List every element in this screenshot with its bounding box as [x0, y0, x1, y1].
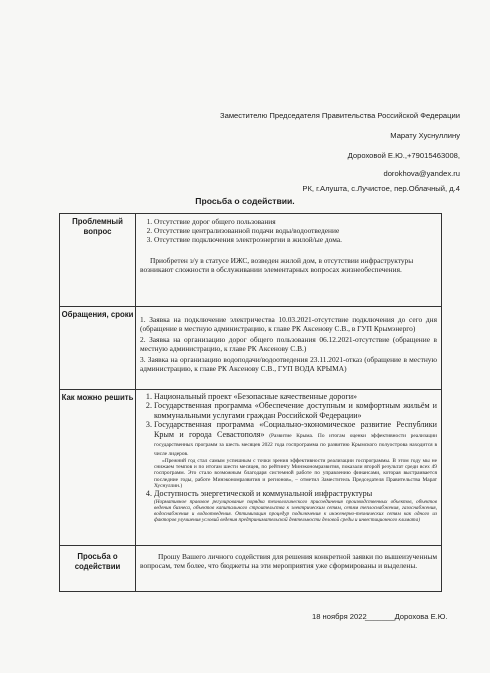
- document-title: Просьба о содействии.: [195, 196, 295, 206]
- solution-text: Государственная программа «Социально-экономическое развитие Республики Крым и города Севастополя»: [154, 420, 437, 439]
- solution-text: Национальный проект «Безопасные качественные дороги»: [154, 392, 358, 401]
- row-label-solutions: Как можно решить: [61, 393, 134, 402]
- table-row-solutions: [60, 390, 441, 546]
- row-label-problem: Проблемный вопрос: [72, 217, 123, 236]
- row-content-appeals: [140, 315, 437, 373]
- row-content-solutions: [140, 392, 437, 523]
- addressee-line: Заместителю Председателя Правительства Российской Федерации: [220, 111, 460, 120]
- list-item: [154, 392, 437, 401]
- solution-quote: «Прежний год стал самым успешным с точки зрения эффективности реализации госпрограммы. В этом году мы не снижаем темпов и по итогам шести месяцев, по рейтингу Минэкономразвития, показали второй результат среди всех 49 госпрограмм. Это стало возможным благодаря системной работе по управлению финансами, которая выстраивается последние годы, работе Минэкономразвития и регионов», – отметил Заместитель Председателя Правительства Марат Хуснуллин.): [154, 457, 437, 490]
- table-row-problem: [60, 214, 441, 307]
- signature-line: _______Дорохова Е.Ю.: [365, 612, 448, 621]
- signature-date: 18 ноября 2022: [312, 612, 367, 621]
- list-item: 3. Заявка на организацию водоподачи/водоотведения 23.11.2021-отказ (обращение в местную администрацию, к главе РК Аксенову С.В., ГУП ВОДА КРЫМА): [140, 355, 437, 373]
- table-row-appeals: [60, 307, 441, 390]
- solution-text: Доступность энергетической и коммунальной инфраструктуры: [154, 489, 373, 499]
- row-content-problem: [140, 217, 437, 274]
- solution-note: (Развитие Крыма. По итогам оценки эффективности реализации государственных программ за шесть месяцев 2022 года госпрограмма по развитию Крымского полуострова находится в числе лидеров.: [154, 432, 437, 458]
- sender-email: dorokhova@yandex.ru: [383, 169, 460, 178]
- list-item: [154, 489, 437, 523]
- sender-address: РК, г.Алушта, с.Лучистое, пер.Облачный, д.4: [302, 184, 460, 193]
- list-item: 3. Отсутствие подключения электроэнергии в жилой/ые дома.: [154, 235, 437, 244]
- list-item: [154, 401, 437, 420]
- problem-paragraph: Приобретен з/у в статусе ИЖС, возведен жилой дом, в отсутствии инфраструктуры возникают сложности в обслуживании элементарных вопросах жизнеобеспечения.: [140, 256, 414, 274]
- request-text: Прошу Вашего личного содействия для решения конкретной заявки по вышеизученным вопросам, тем более, что бюджеты на эти мероприятия уже сформированы и выделены.: [140, 552, 437, 570]
- addressee-name: Марату Хуснуллину: [390, 131, 460, 140]
- list-item: 1. Отсутствие дорог общего пользования: [154, 217, 437, 226]
- solution-text: Государственная программа «Обеспечение доступным и комфортным жильём и коммунальными услугами граждан Российской Федерации»: [154, 401, 437, 420]
- list-item: 2. Заявка на организацию дорог общего пользования 06.12.2021-отсутствие (обращение в местную администрацию, к главе РК Аксенову С.В.): [140, 335, 437, 353]
- list-item: 1. Заявка на подключение электричества 10.03.2021-отсутствие подключения до сего дня (обращение в местную администрацию, к главе РК Аксенову С.В., в ГУП Крымэнерго): [140, 315, 437, 333]
- table-row-request: [60, 546, 441, 591]
- list-item: [154, 420, 437, 489]
- row-content-request: [140, 552, 437, 570]
- request-table: [59, 213, 442, 592]
- list-item: 2. Отсутствие централизованной подачи воды/водоотведение: [154, 226, 437, 235]
- sender-line: Дороховой Е.Ю.,+79015463008,: [347, 151, 460, 160]
- solution-note: (Нормативное правовое регулирование порядка технологического присоединения производственных объектов, объектов ведения бизнеса, объектов капитального строительства к электрическим сетям, сетям теплоснабжения, газоснабжения, водоснабжения и водоотведения. Оптимизация процедур подключения к инженерно-технических сетям как одного из факторов улучшения условий ведения предпринимательской деятельности деловой среды и инвестиционного климата): [154, 498, 437, 524]
- row-label-request: Просьба о содействии: [74, 552, 121, 571]
- row-label-appeals: Обращения, сроки: [61, 310, 134, 319]
